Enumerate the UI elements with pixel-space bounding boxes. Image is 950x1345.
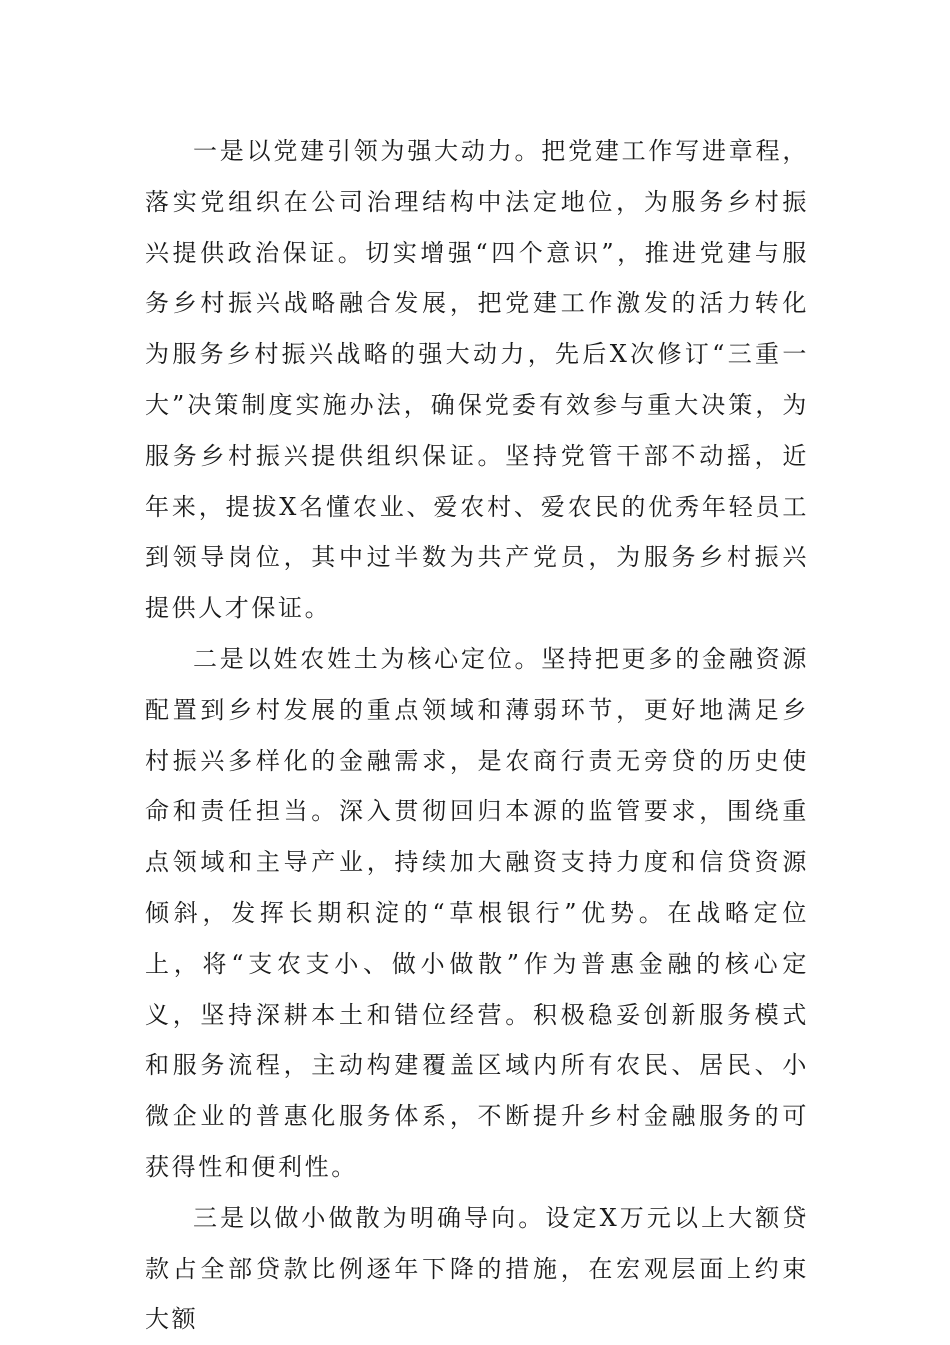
paragraph-core-positioning: 二是以姓农姓土为核心定位。坚持把更多的金融资源配置到乡村发展的重点领域和薄弱环节，更好地满足乡村振兴多样化的金融需求，是农商行责无旁贷的历史使命和责任担当。深入贯彻回归本源的监管要求，围绕重点领域和主导产业，持续加大融资支持力度和信贷资源倾斜，发挥长期积淀的“草根银行”优势。在战略定位上，将“支农支小、做小做散”作为普惠金融的核心定义，坚持深耕本土和错位经营。积极稳妥创新服务模式和服务流程，主动构建覆盖区域内所有农民、居民、小微企业的普惠化服务体系，不断提升乡村金融服务的可获得性和便利性。 [145,644,809,1181]
paragraph-small-loans: 三是以做小做散为明确导向。设定X万元以上大额贷款占全部贷款比例逐年下降的措施，在宏观层面上约束大额 [145,1203,809,1334]
paragraph-party-building: 一是以党建引领为强大动力。把党建工作写进章程，落实党组织在公司治理结构中法定地位，为服务乡村振兴提供政治保证。切实增强“四个意识”，推进党建与服务乡村振兴战略融合发展，把党建工作激发的活力转化为服务乡村振兴战略的强大动力，先后X次修订“三重一大”决策制度实施办法，确保党委有效参与重大决策，为服务乡村振兴提供组织保证。坚持党管干部不动摇，近年来，提拔X名懂农业、爱农村、爱农民的优秀年轻员工到领导岗位，其中过半数为共产党员，为服务乡村振兴提供人才保证。 [145,137,809,623]
document-body [145,126,809,1345]
